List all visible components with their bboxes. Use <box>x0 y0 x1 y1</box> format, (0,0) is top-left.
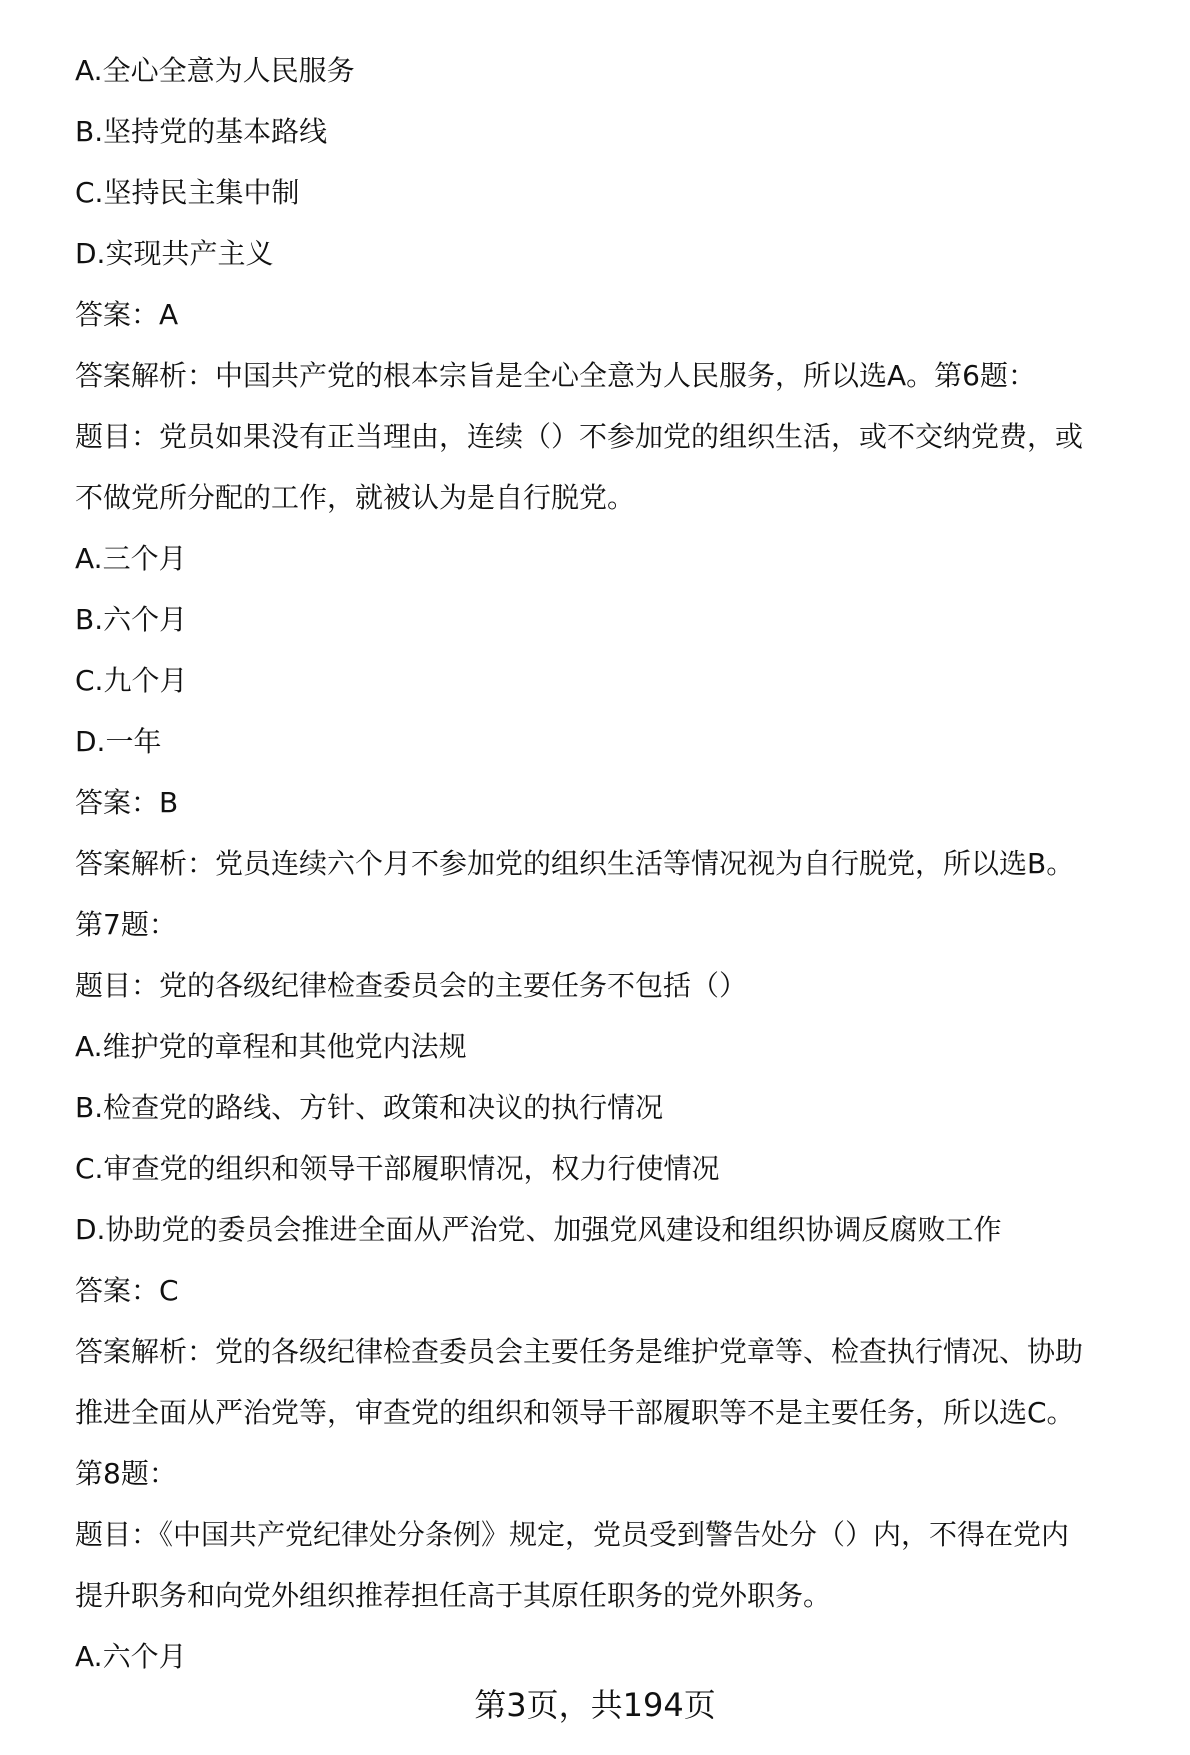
answer-q5: 答案：A <box>75 298 179 331</box>
question-q6-line1: 题目：党员如果没有正当理由，连续（）不参加党的组织生活，或不交纳党费，或 <box>75 420 1084 453</box>
option-b-q5: B.坚持党的基本路线 <box>75 115 328 148</box>
option-d-q7: D.协助党的委员会推进全面从严治党、加强党风建设和组织协调反腐败工作 <box>75 1213 1002 1246</box>
answer-q6: 答案：B <box>75 786 179 819</box>
page-content <box>75 40 1165 1687</box>
option-c-q5: C.坚持民主集中制 <box>75 176 300 209</box>
analysis-q7-line2: 推进全面从严治党等，审查党的组织和领导干部履职等不是主要任务，所以选C。 <box>75 1396 1075 1429</box>
option-a-q8: A.六个月 <box>75 1640 187 1673</box>
page-number-footer: 第3页，共194页 <box>474 1686 716 1724</box>
option-c-q7: C.审查党的组织和领导干部履职情况，权力行使情况 <box>75 1152 720 1185</box>
option-a-q5: A.全心全意为人民服务 <box>75 54 355 87</box>
analysis-q6: 答案解析：党员连续六个月不参加党的组织生活等情况视为自行脱党，所以选B。 <box>75 847 1075 880</box>
option-d-q5: D.实现共产主义 <box>75 237 274 270</box>
option-d-q6: D.一年 <box>75 725 162 758</box>
question-q8-line1: 题目：《中国共产党纪律处分条例》规定，党员受到警告处分（）内，不得在党内 <box>75 1518 1070 1551</box>
analysis-q7-line1: 答案解析：党的各级纪律检查委员会主要任务是维护党章等、检查执行情况、协助 <box>75 1335 1084 1368</box>
analysis-q5: 答案解析：中国共产党的根本宗旨是全心全意为人民服务，所以选A。第6题： <box>75 359 1036 392</box>
question-q8-line2: 提升职务和向党外组织推荐担任高于其原任职务的党外职务。 <box>75 1579 832 1612</box>
question-q7: 题目：党的各级纪律检查委员会的主要任务不包括（） <box>75 969 748 1002</box>
option-a-q7: A.维护党的章程和其他党内法规 <box>75 1030 467 1063</box>
option-c-q6: C.九个月 <box>75 664 188 697</box>
question-q6-line2: 不做党所分配的工作，就被认为是自行脱党。 <box>75 481 636 514</box>
option-b-q7: B.检查党的路线、方针、政策和决议的执行情况 <box>75 1091 664 1124</box>
heading-q8: 第8题： <box>75 1457 177 1490</box>
heading-q7: 第7题： <box>75 908 177 941</box>
answer-q7: 答案：C <box>75 1274 179 1307</box>
option-a-q6: A.三个月 <box>75 542 187 575</box>
option-b-q6: B.六个月 <box>75 603 188 636</box>
